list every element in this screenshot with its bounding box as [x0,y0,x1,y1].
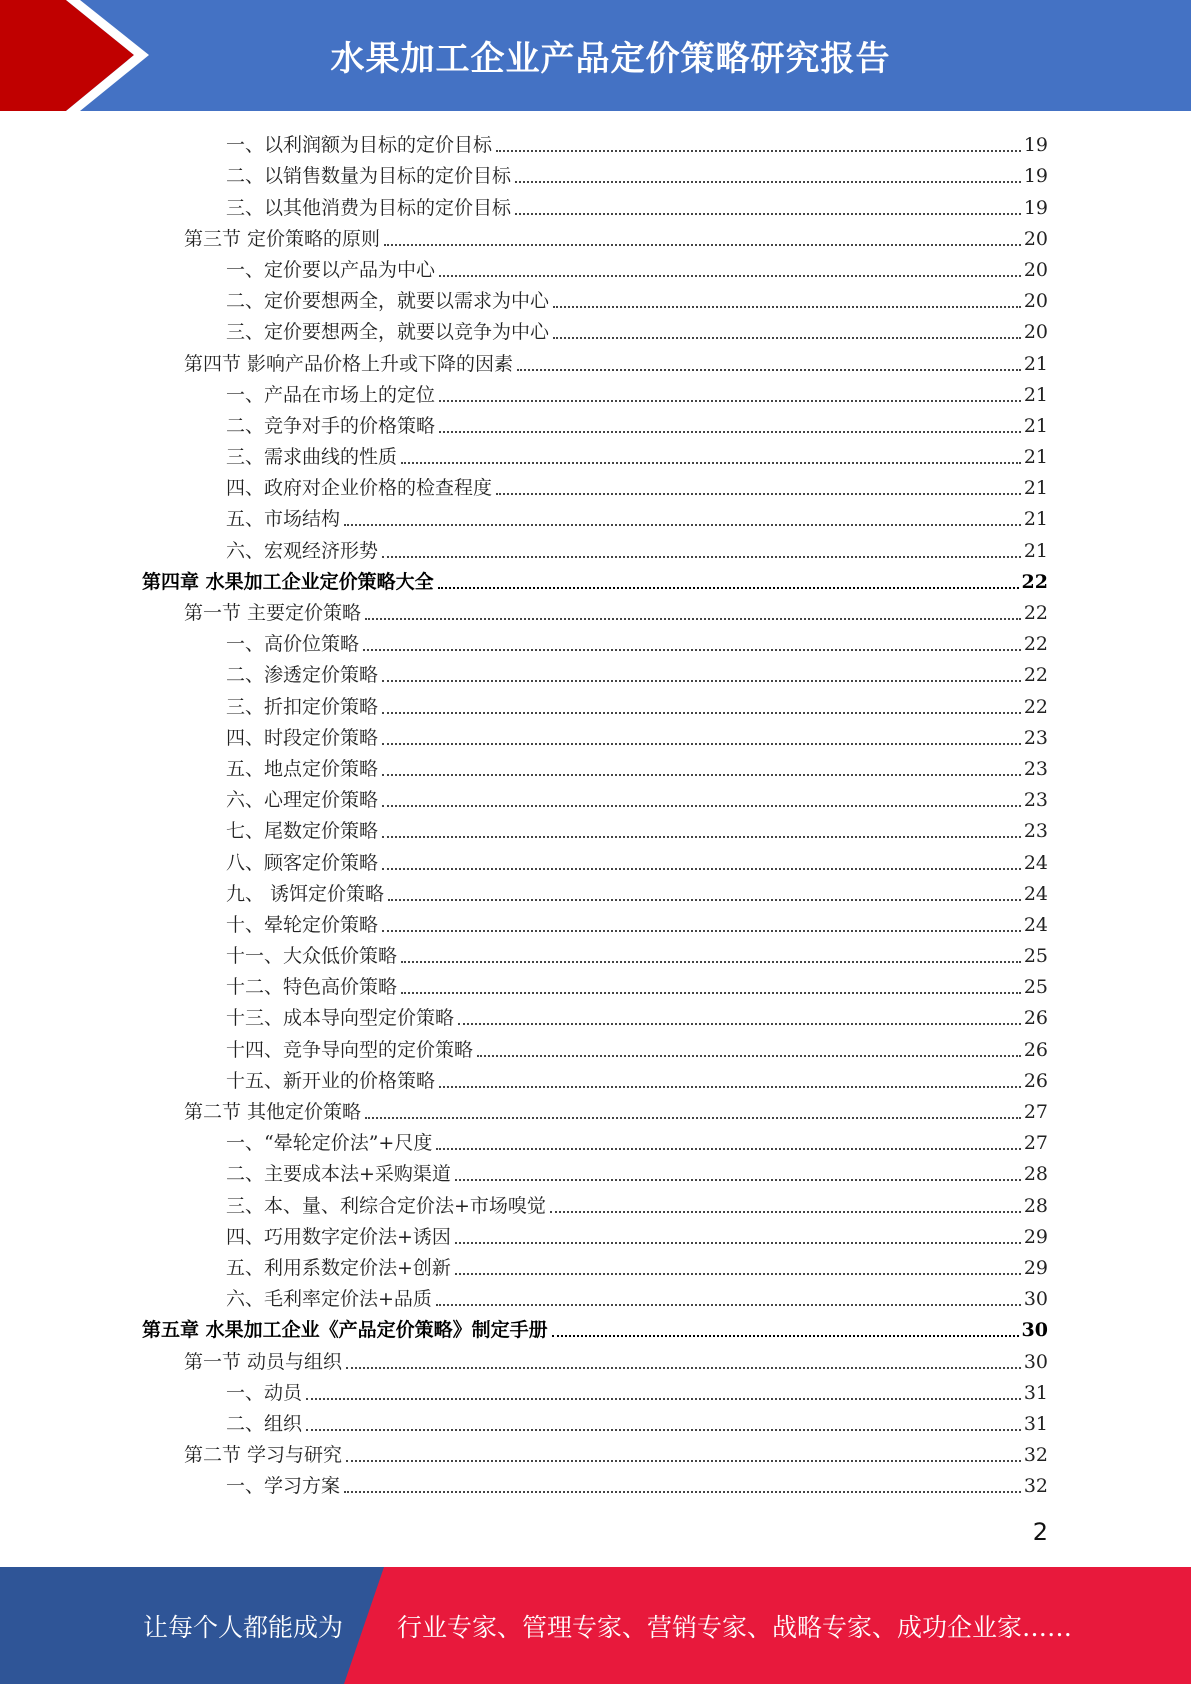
document-title: 水果加工企业产品定价策略研究报告 [330,39,891,79]
toc-entry-page: 26 [1023,1038,1048,1061]
toc-entry[interactable] [0,781,1191,812]
toc-entry-title: 第四节 影响产品价格上升或下降的因素 [184,352,514,375]
toc-entry-title: 五、地点定价策略 [226,757,379,780]
toc-entry[interactable] [0,656,1191,687]
toc-dot-leader [363,649,1021,651]
toc-entry-page: 31 [1023,1381,1048,1404]
toc-dot-leader [439,1086,1021,1088]
toc-entry[interactable] [0,1374,1191,1405]
toc-entry-title: 六、心理定价策略 [226,789,379,812]
toc-entry-page: 27 [1023,1101,1048,1123]
toc-entry[interactable] [0,500,1191,531]
toc-entry[interactable] [0,1311,1191,1342]
toc-dot-leader [382,556,1021,558]
toc-entry-title: 二、组织 [226,1412,303,1435]
toc-entry-title: 第四章 水果加工企业定价策略大全 [142,570,434,593]
toc-entry-title: 第一节 主要定价策略 [184,602,362,624]
toc-entry-title: 十三、成本导向型定价策略 [226,1007,455,1030]
toc-entry-title: 一、高价位策略 [226,633,360,656]
toc-entry-title: 四、时段定价策略 [226,726,379,749]
header-arrow-graphic [0,0,160,111]
toc-entry-page: 30 [1021,1319,1048,1342]
toc-entry-page: 21 [1023,383,1048,406]
toc-dot-leader [553,306,1021,308]
toc-entry-page: 26 [1023,1007,1048,1030]
toc-entry-title: 第三节 定价策略的原则 [184,227,381,250]
toc-dot-leader [515,181,1021,183]
toc-entry-title: 一、动员 [226,1381,303,1404]
toc-entry[interactable] [0,1280,1191,1311]
toc-entry-title: 七、尾数定价策略 [226,820,379,843]
toc-entry[interactable] [0,906,1191,937]
toc-entry-page: 26 [1023,1069,1048,1092]
toc-entry-title: 第二节 学习与研究 [184,1444,343,1467]
toc-dot-leader [439,431,1021,433]
toc-entry[interactable] [0,1249,1191,1280]
toc-dot-leader [382,836,1021,838]
toc-entry-title: 三、定价要想两全，就要以竞争为中心 [226,321,550,344]
toc-dot-leader [436,1148,1020,1150]
toc-entry[interactable] [0,968,1191,999]
toc-entry[interactable] [0,157,1191,188]
toc-dot-leader [455,1179,1021,1181]
toc-entry[interactable] [0,1186,1191,1217]
toc-dot-leader [382,805,1021,807]
toc-entry[interactable] [0,1218,1191,1249]
toc-entry-title: 一、产品在市场上的定位 [226,383,436,406]
toc-entry[interactable] [0,407,1191,438]
toc-entry-title: 十五、新开业的价格策略 [226,1069,436,1092]
toc-entry-title: 四、巧用数字定价法+诱因 [226,1225,451,1248]
toc-entry-title: 一、定价要以产品为中心 [226,258,436,281]
toc-entry-title: 八、顾客定价策略 [226,851,379,874]
toc-entry-page: 32 [1023,1475,1048,1498]
toc-entry-page: 21 [1023,477,1048,500]
toc-entry-title: 二、渗透定价策略 [226,664,379,687]
page-header [0,0,1191,111]
toc-dot-leader [455,1273,1021,1275]
toc-entry-title: 三、本、量、利综合定价法+市场嗅觉 [226,1194,546,1217]
toc-entry[interactable] [0,438,1191,469]
arrow-red-shape [0,0,134,111]
toc-dot-leader [517,369,1021,371]
toc-dot-leader [344,524,1021,526]
toc-dot-leader [455,1242,1021,1244]
toc-entry-title: 第一节 动员与组织 [184,1350,343,1373]
toc-entry[interactable] [0,313,1191,344]
toc-entry-title: 五、利用系数定价法+创新 [226,1256,451,1279]
toc-entry[interactable] [0,719,1191,750]
toc-entry-page: 25 [1023,976,1048,999]
toc-dot-leader [382,712,1021,714]
page-number: 2 [1032,1518,1048,1546]
toc-entry-page: 23 [1023,820,1048,843]
toc-entry-page: 32 [1023,1444,1048,1467]
toc-dot-leader [306,1398,1021,1400]
toc-entry-page: 22 [1023,602,1048,624]
footer-slogan-right: 行业专家、管理专家、营销专家、战略专家、成功企业家…… [397,1612,1073,1642]
toc-entry-title: 一、学习方案 [226,1475,341,1498]
toc-entry-title: 一、“晕轮定价法”+尺度 [226,1132,433,1155]
toc-entry[interactable] [0,843,1191,874]
toc-entry-page: 24 [1023,913,1048,936]
toc-entry[interactable] [0,625,1191,656]
toc-dot-leader [401,992,1021,994]
toc-dot-leader [436,1304,1021,1306]
toc-entry[interactable] [0,1342,1191,1373]
toc-entry-page: 22 [1021,570,1048,593]
toc-entry[interactable] [0,1062,1191,1093]
toc-entry-page: 20 [1023,258,1048,281]
toc-dot-leader [365,618,1021,620]
toc-entry-title: 一、以利润额为目标的定价目标 [226,134,493,157]
toc-entry-page: 19 [1023,196,1048,219]
toc-entry-page: 21 [1023,352,1048,375]
toc-entry-page: 21 [1023,539,1048,562]
toc-entry[interactable] [0,188,1191,219]
toc-entry[interactable] [0,1093,1191,1124]
toc-dot-leader [550,1211,1021,1213]
toc-entry[interactable] [0,531,1191,562]
toc-dot-leader [384,244,1021,246]
toc-entry-page: 23 [1023,757,1048,780]
toc-dot-leader [344,1491,1021,1493]
toc-dot-leader [439,275,1021,277]
toc-entry[interactable] [0,469,1191,500]
toc-dot-leader [346,1460,1021,1462]
toc-entry-page: 23 [1023,789,1048,812]
toc-entry-title: 二、定价要想两全，就要以需求为中心 [226,290,550,313]
toc-entry-page: 22 [1023,633,1048,656]
toc-entry[interactable] [0,812,1191,843]
toc-entry[interactable] [0,1405,1191,1436]
toc-entry-page: 19 [1023,165,1048,188]
toc-dot-leader [552,1335,1019,1337]
toc-dot-leader [382,868,1021,870]
toc-entry-page: 21 [1023,508,1048,531]
toc-entry-page: 25 [1023,945,1048,968]
toc-entry[interactable] [0,1155,1191,1186]
toc-entry[interactable] [0,126,1191,157]
toc-entry[interactable] [0,1467,1191,1498]
toc-entry-page: 22 [1023,695,1048,718]
toc-entry[interactable] [0,937,1191,968]
toc-dot-leader [477,1055,1021,1057]
toc-entry-page: 24 [1023,882,1048,905]
toc-entry-page: 19 [1023,134,1048,157]
toc-entry-title: 三、折扣定价策略 [226,695,379,718]
toc-entry-title: 十四、竞争导向型的定价策略 [226,1038,474,1061]
toc-entry[interactable] [0,563,1191,594]
toc-entry-page: 20 [1023,227,1048,250]
toc-dot-leader [401,961,1021,963]
table-of-contents [0,126,1191,1498]
toc-dot-leader [401,462,1021,464]
toc-entry-title: 九、 诱饵定价策略 [226,882,385,905]
toc-entry-title: 六、宏观经济形势 [226,539,379,562]
toc-dot-leader [496,150,1021,152]
toc-entry[interactable] [0,220,1191,251]
toc-entry-page: 20 [1023,290,1048,313]
toc-entry-title: 二、以销售数量为目标的定价目标 [226,165,512,188]
toc-entry[interactable] [0,344,1191,375]
toc-entry[interactable] [0,251,1191,282]
toc-entry-page: 31 [1023,1412,1048,1435]
toc-entry-title: 第二节 其他定价策略 [184,1101,362,1123]
toc-dot-leader [382,930,1021,932]
toc-dot-leader [439,400,1021,402]
toc-entry[interactable] [0,1124,1191,1155]
toc-entry-title: 四、政府对企业价格的检查程度 [226,477,493,500]
toc-entry-title: 第五章 水果加工企业《产品定价策略》制定手册 [142,1319,548,1342]
toc-dot-leader [438,587,1019,589]
toc-entry-title: 六、毛利率定价法+品质 [226,1288,432,1311]
toc-entry-title: 三、需求曲线的性质 [226,446,398,469]
toc-entry-page: 29 [1023,1256,1048,1279]
toc-dot-leader [382,743,1021,745]
toc-entry-page: 23 [1023,726,1048,749]
toc-entry[interactable] [0,282,1191,313]
toc-dot-leader [553,337,1021,339]
toc-dot-leader [382,774,1021,776]
page-footer [0,1567,1191,1684]
toc-dot-leader [346,1367,1021,1369]
toc-entry[interactable] [0,594,1191,625]
toc-entry[interactable] [0,999,1191,1030]
toc-entry-page: 29 [1023,1225,1048,1248]
toc-dot-leader [515,213,1021,215]
toc-dot-leader [306,1429,1021,1431]
toc-entry[interactable] [0,1030,1191,1061]
toc-entry-title: 二、主要成本法+采购渠道 [226,1163,451,1186]
toc-dot-leader [382,680,1021,682]
toc-entry[interactable] [0,1436,1191,1467]
toc-entry-title: 十二、特色高价策略 [226,976,398,999]
toc-entry[interactable] [0,750,1191,781]
toc-entry-page: 22 [1023,664,1048,687]
toc-entry-page: 30 [1023,1288,1048,1311]
toc-entry-page: 30 [1023,1350,1048,1373]
toc-dot-leader [458,1023,1021,1025]
toc-entry-page: 24 [1023,851,1048,874]
footer-slogan-left: 让每个人都能成为 [143,1612,344,1642]
toc-entry-title: 三、以其他消费为目标的定价目标 [226,196,512,219]
toc-entry-title: 五、市场结构 [226,508,341,531]
toc-entry[interactable] [0,376,1191,407]
toc-entry-title: 十、晕轮定价策略 [226,913,379,936]
toc-entry-page: 28 [1023,1194,1048,1217]
toc-entry-page: 27 [1023,1132,1048,1155]
toc-entry-title: 十一、大众低价策略 [226,945,398,968]
toc-entry[interactable] [0,687,1191,718]
toc-entry[interactable] [0,875,1191,906]
toc-entry-page: 20 [1023,321,1048,344]
toc-entry-page: 28 [1023,1163,1048,1186]
toc-dot-leader [365,1117,1021,1119]
toc-dot-leader [388,899,1021,901]
toc-dot-leader [496,493,1021,495]
toc-entry-title: 二、竞争对手的价格策略 [226,414,436,437]
toc-entry-page: 21 [1023,446,1048,469]
toc-entry-page: 21 [1023,414,1048,437]
